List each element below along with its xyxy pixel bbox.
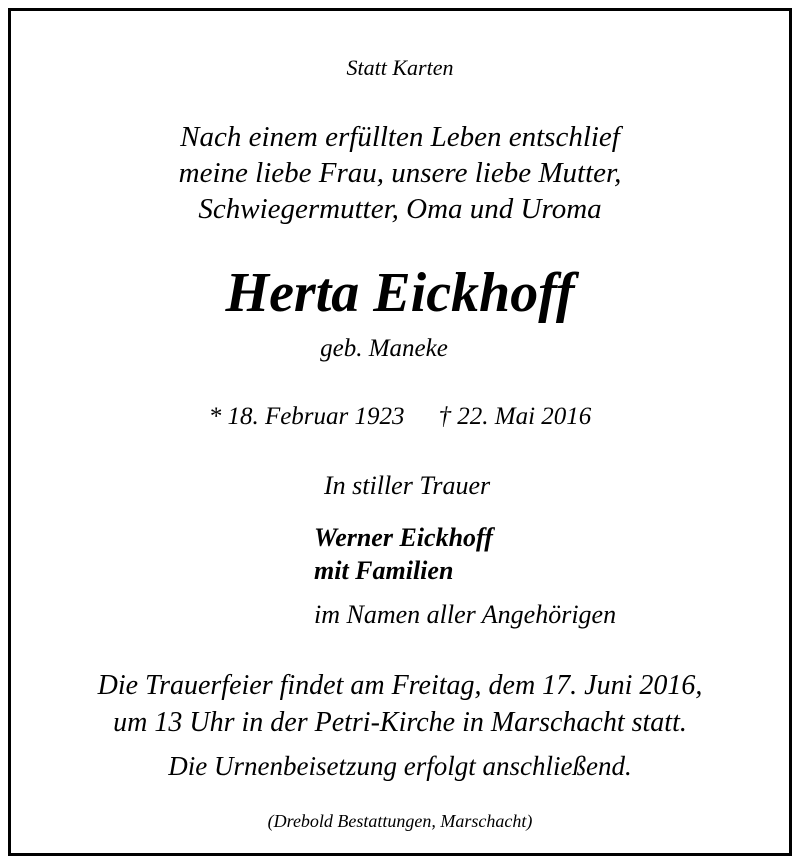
intro-line: Nach einem erfüllten Leben entschlief [180, 121, 620, 153]
relatives-phrase: im Namen aller Angehörigen [314, 600, 617, 629]
obituary-notice [8, 8, 792, 856]
mourner-name: Werner Eickhoff [314, 523, 493, 552]
birth-date: * 18. Februar 1923 [208, 403, 405, 430]
notice-header: Statt Karten [346, 55, 454, 80]
service-line: um 13 Uhr in der Petri-Kirche in Marschacht statt. [113, 707, 687, 738]
urn-burial-note: Die Urnenbeisetzung erfolgt anschließend. [168, 751, 632, 781]
mourning-phrase: In stiller Trauer [324, 471, 491, 500]
service-details [11, 667, 789, 741]
intro-text [11, 119, 789, 227]
mourner-family: mit Familien [314, 556, 454, 585]
maiden-name: geb. Maneke [320, 335, 448, 362]
intro-line: Schwiegermutter, Oma und Uroma [198, 193, 602, 225]
service-line: Die Trauerfeier findet am Freitag, dem 17. Juni 2016, [97, 670, 703, 701]
deceased-name: Herta Eickhoff [225, 262, 575, 324]
funeral-home: (Drebold Bestattungen, Marschacht) [267, 811, 533, 831]
intro-line: meine liebe Frau, unsere liebe Mutter, [178, 157, 622, 189]
life-dates [11, 403, 789, 431]
death-date: † 22. Mai 2016 [438, 403, 592, 430]
mourners [314, 521, 493, 587]
